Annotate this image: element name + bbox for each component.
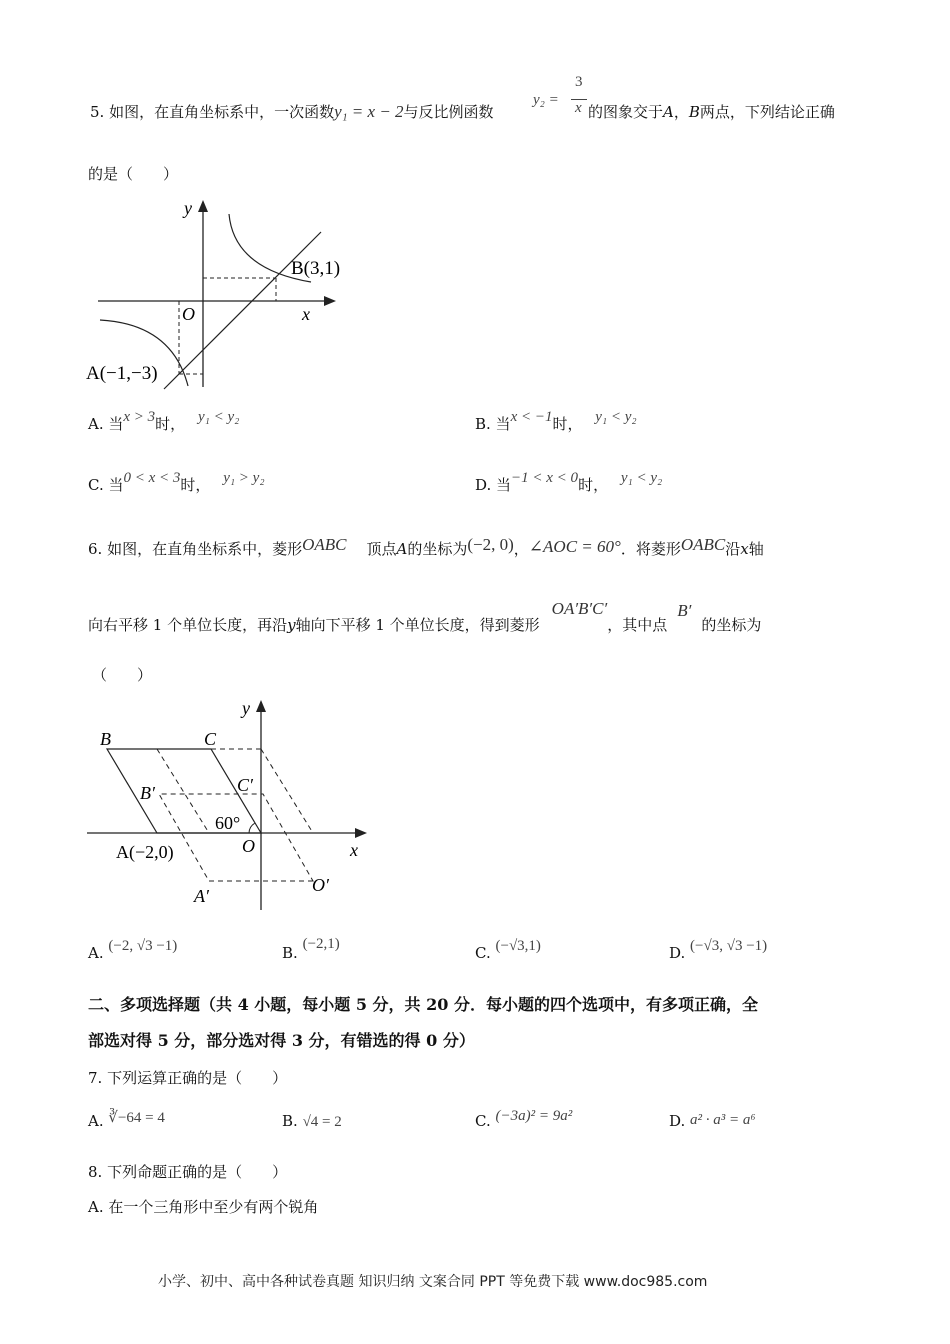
q6-y-axis-arrow: [256, 700, 266, 712]
q6-option-d-letter: D.: [669, 944, 686, 962]
q6-rhombus-3: OA′B′C′: [551, 599, 608, 618]
q6-option-d-value: (−√3, √3 −1): [690, 938, 768, 954]
q6-stem-line1: [88, 535, 764, 559]
q5-option-b-concl: y₁ < y₂: [595, 409, 637, 425]
q7-option-d-value: a² · a³ = a⁶: [690, 1112, 756, 1128]
q6-stem-f: 轴: [748, 540, 764, 558]
q6-option-b[interactable]: [282, 936, 340, 963]
q5-point-a-label: A(−1,−3): [86, 363, 158, 384]
q5-option-b[interactable]: [475, 409, 637, 434]
q6-stem-c: 的坐标为: [407, 540, 468, 558]
q6-line2-d: 的坐标为: [701, 616, 762, 634]
q5-x-axis-arrow: [324, 296, 336, 306]
q6-label-o-prime: O′: [312, 875, 329, 895]
q6-label-o: O: [242, 836, 255, 856]
q5-option-d-letter: D. 当: [475, 476, 512, 494]
q6-stem-line3: （ ）: [92, 666, 153, 684]
q6-label-a-prime: A′: [194, 886, 209, 906]
q5-comma: ，: [673, 103, 689, 121]
q6-option-c-value: (−√3,1): [495, 938, 541, 954]
q5-origin-label: O: [182, 304, 195, 324]
q7-option-c[interactable]: [475, 1108, 573, 1131]
q5-option-a-shi: 时，: [155, 415, 186, 433]
q6-label-angle: 60°: [215, 813, 241, 833]
q6-stem-d: ．将菱形: [620, 540, 681, 558]
q7-option-a-letter: A.: [88, 1112, 104, 1130]
q5-y-axis-arrow: [198, 200, 208, 212]
q5-option-c-cond: 0 < x < 3: [123, 470, 181, 486]
q5-figure: [84, 194, 374, 394]
q5-stem-d: 两点，下列结论正确: [699, 103, 835, 121]
q6-line2-a: 向右平移 1 个单位长度，再沿: [88, 616, 288, 634]
q5-point-b-ref: B: [688, 103, 700, 121]
section2-heading-line1: 二、多项选择题（共 4 小题，每小题 5 分，共 20 分．每小题的四个选项中，有多项正确，全: [88, 995, 758, 1014]
q7-option-c-letter: C.: [475, 1112, 491, 1130]
q6-bp-ref: B′: [677, 601, 692, 620]
q6-option-a-value: (−2, √3 −1): [108, 938, 178, 954]
q6-option-c-letter: C.: [475, 944, 491, 962]
q5-stem-b: 与反比例函数: [403, 103, 494, 121]
q7-option-d-letter: D.: [669, 1112, 686, 1130]
q6-point-a-ref: A: [396, 540, 408, 558]
q7-option-b[interactable]: [282, 1112, 342, 1131]
q8-stem: 8. 下列命题正确的是（ ）: [88, 1163, 288, 1181]
q5-stem-c: 的图象交于: [588, 103, 664, 121]
section2-heading-line2: 部选对得 5 分，部分选对得 3 分，有错选的得 0 分）: [88, 1031, 475, 1050]
q5-x-label: x: [302, 304, 310, 324]
q7-stem: 7. 下列运算正确的是（ ）: [88, 1069, 288, 1087]
q7-option-a-value: ∛−64 = 4: [108, 1110, 165, 1126]
q6-x-label: x: [350, 840, 358, 860]
q6-stem-b: 顶点: [366, 540, 397, 558]
q5-option-a[interactable]: [88, 409, 240, 434]
q5-stem-line1-end: [588, 101, 835, 122]
q6-x-ref: x: [740, 540, 749, 558]
q5-option-a-cond: x > 3: [123, 409, 156, 425]
q5-option-b-cond: x < −1: [510, 409, 553, 425]
q5-option-b-shi: 时，: [552, 415, 583, 433]
q6-stem-e: 沿: [725, 540, 741, 558]
q6-stem-a: 6. 如图，在直角坐标系中，菱形: [88, 540, 303, 558]
q6-label-b: B: [100, 729, 111, 749]
q5-option-d-concl: y₁ < y₂: [620, 470, 663, 486]
q5-option-d-cond: −1 < x < 0: [511, 470, 579, 486]
q6-angle-arc: [249, 823, 255, 833]
q6-option-b-letter: B.: [282, 944, 298, 962]
q5-point-a-ref: A: [663, 103, 674, 121]
q5-option-c[interactable]: [88, 470, 265, 495]
q5-option-c-concl: y₁ > y₂: [223, 470, 265, 486]
q5-eq2-lhs: y₂ =: [533, 92, 559, 108]
q5-stem-line2: 的是（ ）: [88, 165, 179, 183]
q5-eq2-den: x: [575, 100, 582, 116]
q6-option-a[interactable]: [88, 938, 178, 963]
q7-option-d[interactable]: [669, 1112, 756, 1131]
q6-option-c[interactable]: [475, 938, 541, 963]
q5-option-c-shi: 时，: [180, 476, 211, 494]
q5-option-a-letter: A. 当: [88, 415, 124, 433]
q6-rhombus-2: OABC: [680, 535, 726, 554]
q6-y-ref: y: [287, 616, 296, 634]
q6-line2-c: ，其中点: [607, 616, 668, 634]
q6-angle: ∠AOC = 60°: [528, 537, 621, 556]
q6-figure: [82, 694, 382, 916]
q7-option-b-letter: B.: [282, 1112, 298, 1130]
q5-eq2-num: 3: [575, 74, 583, 90]
q5-point-b-label: B(3,1): [291, 258, 341, 279]
q6-y-label: y: [242, 698, 250, 718]
q5-stem-a: 5. 如图，在直角坐标系中，一次函数: [90, 103, 335, 121]
q6-option-d[interactable]: [669, 938, 768, 963]
q5-stem-line1: [90, 101, 494, 122]
q6-rhombus: OABC: [302, 535, 347, 554]
page-footer: 小学、初中、高中各种试卷真题 知识归纳 文案合同 PPT 等免费下载 www.doc985.com: [158, 1274, 708, 1290]
q6-x-axis-arrow: [355, 828, 367, 838]
q6-comma: ，: [513, 540, 529, 558]
q7-option-a[interactable]: [88, 1112, 165, 1131]
q7-option-c-value: (−3a)² = 9a²: [495, 1108, 573, 1124]
q5-option-d-shi: 时，: [578, 476, 609, 494]
q5-option-b-letter: B. 当: [475, 415, 511, 433]
q6-option-b-value: (−2,1): [302, 936, 340, 952]
q5-option-d[interactable]: [475, 470, 663, 495]
q6-option-a-letter: A.: [88, 944, 104, 962]
q6-rhombus-translated: [159, 794, 313, 881]
q6-dash-mid-2: [261, 749, 313, 833]
q6-dash-mid-1: [157, 749, 209, 833]
q8-option-a[interactable]: A. 在一个三角形中至少有两个锐角: [88, 1198, 319, 1216]
q5-eq-linear: y₁ = x − 2: [334, 102, 404, 121]
q5-option-a-concl: y₁ < y₂: [197, 409, 240, 425]
q5-y-label: y: [184, 198, 192, 218]
q7-option-b-value: √4 = 2: [302, 1114, 342, 1130]
q6-label-c: C: [204, 729, 217, 749]
q6-label-a: A(−2,0): [116, 842, 174, 862]
q6-label-b-prime: B′: [140, 783, 155, 803]
q6-line2-b: 轴向下平移 1 个单位长度，得到菱形: [295, 616, 540, 634]
q5-option-c-letter: C. 当: [88, 476, 124, 494]
q6-stem-line2: [88, 599, 762, 635]
q6-coord-a: (−2, 0): [467, 535, 514, 554]
q6-label-c-prime: C′: [237, 775, 253, 795]
